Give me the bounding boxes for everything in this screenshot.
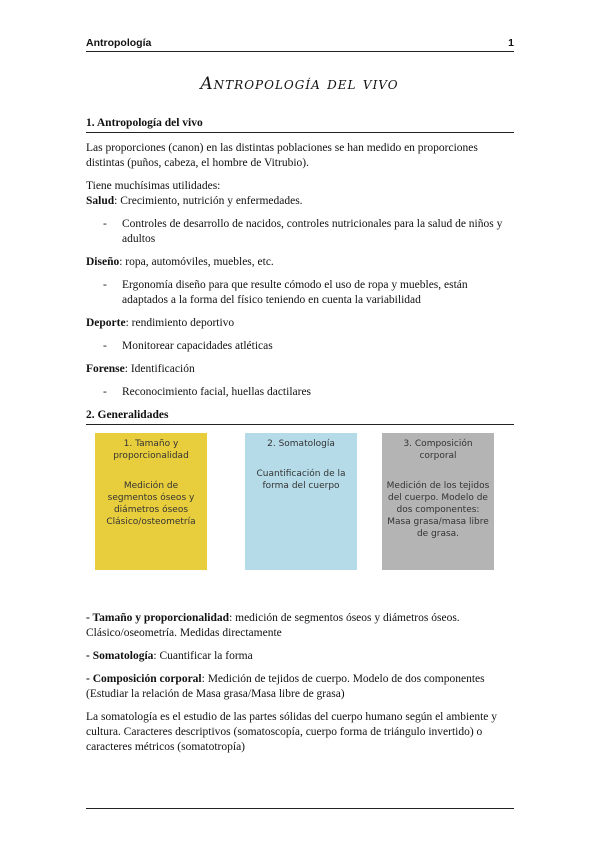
section-heading-1: 1. Antropología del vivo [86, 116, 514, 133]
bullet-dash: - [103, 386, 107, 398]
def-composicion-text: : Medición de tejidos de cuerpo. Modelo de dos componentes (Estudiar la relación de Masa grasa/Masa libre de grasa) [86, 673, 485, 700]
def-somatologia [86, 649, 514, 664]
box-somatologia [245, 433, 357, 570]
def-composicion [86, 672, 514, 702]
forense-bullet [86, 385, 514, 400]
utilities-intro: Tiene muchísimas utilidades: [86, 180, 221, 192]
diseno-line [86, 255, 514, 270]
salud-label: Salud [86, 195, 115, 207]
intro-paragraph: Las proporciones (canon) en las distintas poblaciones se han medido en proporciones distintas (puños, cabeza, el hombre de Vitrubio). [86, 142, 478, 169]
forense-text: : Identificación [124, 363, 195, 375]
box-somatologia-title: 2. Somatología [267, 439, 335, 449]
deporte-label: Deporte [86, 317, 126, 329]
def-somatologia-label: - Somatología [86, 650, 154, 662]
deporte-bullet-text: Monitorear capacidades atléticas [122, 340, 273, 352]
diseno-bullet-text: Ergonomía diseño para que resulte cómodo el uso de ropa y muebles, están adaptados a la forma del físico teniendo en cuenta la variabilidad [122, 279, 468, 306]
def-composicion-label: - Composición corporal [86, 673, 202, 685]
page-number: 1 [508, 37, 514, 49]
generalidades-diagram [86, 433, 514, 599]
forense-line [86, 362, 514, 377]
diseno-text: : ropa, automóviles, muebles, etc. [119, 256, 274, 268]
box-composicion-body: Medición de los tejidos del cuerpo. Modelo de dos componentes: Masa grasa/masa libre de grasa. [386, 481, 490, 539]
diseno-label: Diseño [86, 256, 120, 268]
bullet-dash: - [103, 218, 107, 230]
closing-paragraph: La somatología es el estudio de las partes sólidas del cuerpo humano según el ambiente y cultura. Caracteres descriptivos (somatoscopía, cuerpo forma de triángulo invertido) o caracteres métricos (somatotropía) [86, 711, 498, 753]
box-composicion [382, 433, 494, 570]
def-tamano-label: - Tamaño y proporcionalidad [86, 612, 230, 624]
bullet-dash: - [103, 279, 107, 291]
salud-line [86, 194, 514, 209]
def-tamano-text: : medición de segmentos óseos y diámetros óseos. Clásico/oseometría. Medidas directamente [86, 612, 460, 639]
deporte-bullet [86, 339, 514, 354]
forense-bullet-text: Reconocimiento facial, huellas dactilares [122, 386, 312, 398]
page-header [86, 37, 514, 52]
section-heading-2: 2. Generalidades [86, 408, 514, 425]
salud-bullet [86, 217, 514, 247]
box-tamano-body: Medición de segmentos óseos y diámetros óseos Clásico/osteometría [106, 481, 196, 527]
footer-rule [86, 808, 514, 809]
document-title: Antropología del vivo [200, 74, 399, 94]
forense-label: Forense [86, 363, 125, 375]
deporte-text: : rendimiento deportivo [125, 317, 235, 329]
box-tamano-title: 1. Tamaño y proporcionalidad [113, 439, 189, 461]
deporte-line [86, 316, 514, 331]
def-tamano [86, 611, 514, 641]
box-tamano [95, 433, 207, 570]
diseno-bullet [86, 278, 514, 308]
salud-bullet-text: Controles de desarrollo de nacidos, controles nutricionales para la salud de niños y adultos [122, 218, 503, 245]
header-title: Antropología [86, 37, 152, 49]
box-somatologia-body: Cuantificación de la forma del cuerpo [256, 469, 346, 491]
def-somatologia-text: : Cuantificar la forma [153, 650, 253, 662]
document-body [86, 116, 514, 763]
bullet-dash: - [103, 340, 107, 352]
box-composicion-title: 3. Composición corporal [403, 439, 473, 461]
salud-text: : Crecimiento, nutrición y enfermedades. [114, 195, 303, 207]
